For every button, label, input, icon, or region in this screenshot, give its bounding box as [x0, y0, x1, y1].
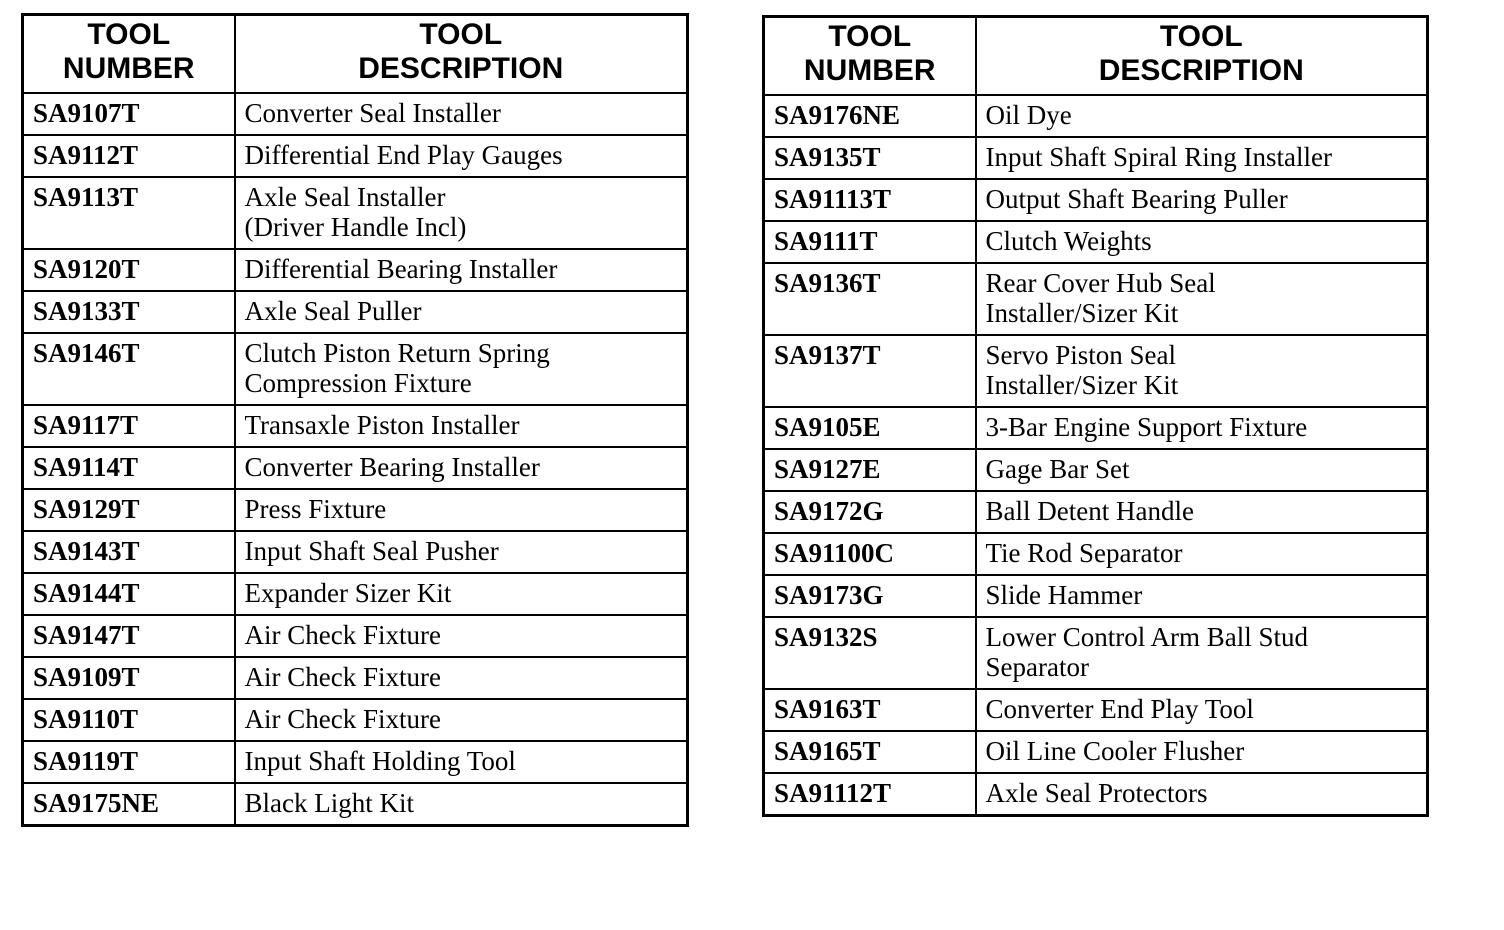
tool-number-cell: SA9117T: [23, 405, 235, 447]
table-row: [23, 93, 688, 135]
tool-description-cell: Expander Sizer Kit: [235, 573, 688, 615]
tool-description-header: TOOL DESCRIPTION: [976, 17, 1428, 96]
tool-number-cell: SA9112T: [23, 135, 235, 177]
table-row: [764, 731, 1428, 773]
tool-description-cell: Oil Line Cooler Flusher: [976, 731, 1428, 773]
tool-description-cell: Air Check Fixture: [235, 615, 688, 657]
tool-number-header: TOOL NUMBER: [23, 15, 235, 94]
table-row: [764, 335, 1428, 407]
tool-description-cell: Differential Bearing Installer: [235, 249, 688, 291]
tool-number-cell: SA9172G: [764, 491, 976, 533]
table-row: [764, 449, 1428, 491]
table-row: [23, 657, 688, 699]
table-row: [764, 263, 1428, 335]
tool-description-cell: Ball Detent Handle: [976, 491, 1428, 533]
tool-number-cell: SA9175NE: [23, 783, 235, 826]
tool-description-cell: Converter Bearing Installer: [235, 447, 688, 489]
table-row: [23, 249, 688, 291]
tool-number-cell: SA9173G: [764, 575, 976, 617]
tool-number-cell: SA9132S: [764, 617, 976, 689]
table-row: [23, 699, 688, 741]
tool-description-cell: Converter Seal Installer: [235, 93, 688, 135]
table-row: [764, 221, 1428, 263]
tool-number-cell: SA9176NE: [764, 95, 976, 137]
tool-description-cell: Servo Piston Seal Installer/Sizer Kit: [976, 335, 1428, 407]
tool-number-cell: SA91112T: [764, 773, 976, 816]
tool-description-cell: Input Shaft Holding Tool: [235, 741, 688, 783]
table-row: [764, 137, 1428, 179]
table-row: [764, 179, 1428, 221]
tool-description-cell: Input Shaft Seal Pusher: [235, 531, 688, 573]
tool-number-cell: SA9107T: [23, 93, 235, 135]
table-row: [23, 615, 688, 657]
tool-description-cell: Axle Seal Puller: [235, 291, 688, 333]
table-row: [23, 573, 688, 615]
tool-number-cell: SA9143T: [23, 531, 235, 573]
tool-description-cell: Transaxle Piston Installer: [235, 405, 688, 447]
table-row: [764, 95, 1428, 137]
table-row: [23, 489, 688, 531]
tool-number-cell: SA9105E: [764, 407, 976, 449]
tool-description-cell: Air Check Fixture: [235, 657, 688, 699]
tool-description-cell: Clutch Weights: [976, 221, 1428, 263]
tool-number-cell: SA9127E: [764, 449, 976, 491]
tool-number-cell: SA9133T: [23, 291, 235, 333]
tool-number-cell: SA9137T: [764, 335, 976, 407]
tool-description-cell: Input Shaft Spiral Ring Installer: [976, 137, 1428, 179]
table-row: [23, 741, 688, 783]
tool-description-cell: Output Shaft Bearing Puller: [976, 179, 1428, 221]
table-row: [764, 617, 1428, 689]
tool-description-cell: Tie Rod Separator: [976, 533, 1428, 575]
table-row: [23, 333, 688, 405]
table-row: [23, 291, 688, 333]
tool-description-cell: Axle Seal Protectors: [976, 773, 1428, 816]
table-row: [23, 405, 688, 447]
tool-number-cell: SA9109T: [23, 657, 235, 699]
table-row: [764, 689, 1428, 731]
tool-description-header: TOOL DESCRIPTION: [235, 15, 688, 94]
table-row: [764, 575, 1428, 617]
tool-number-cell: SA9165T: [764, 731, 976, 773]
tool-number-cell: SA9120T: [23, 249, 235, 291]
tool-number-cell: SA9135T: [764, 137, 976, 179]
tool-number-cell: SA9111T: [764, 221, 976, 263]
tool-number-cell: SA9163T: [764, 689, 976, 731]
tool-number-cell: SA9110T: [23, 699, 235, 741]
right-tool-table: [762, 15, 1429, 817]
tool-description-cell: Slide Hammer: [976, 575, 1428, 617]
table-row: [764, 773, 1428, 816]
tool-description-cell: Axle Seal Installer (Driver Handle Incl): [235, 177, 688, 249]
tool-number-cell: SA9144T: [23, 573, 235, 615]
tool-number-cell: SA9146T: [23, 333, 235, 405]
tool-description-cell: Air Check Fixture: [235, 699, 688, 741]
tool-description-cell: Oil Dye: [976, 95, 1428, 137]
tool-number-cell: SA9119T: [23, 741, 235, 783]
tool-number-cell: SA9114T: [23, 447, 235, 489]
tool-description-cell: Lower Control Arm Ball Stud Separator: [976, 617, 1428, 689]
left-tool-table: [21, 13, 689, 827]
header-row: [23, 15, 688, 94]
table-row: [23, 783, 688, 826]
header-row: [764, 17, 1428, 96]
tool-number-cell: SA9113T: [23, 177, 235, 249]
tool-number-cell: SA9136T: [764, 263, 976, 335]
table-row: [23, 135, 688, 177]
tool-number-cell: SA9129T: [23, 489, 235, 531]
tool-description-cell: Press Fixture: [235, 489, 688, 531]
tool-description-cell: Gage Bar Set: [976, 449, 1428, 491]
table-row: [23, 447, 688, 489]
table-row: [764, 533, 1428, 575]
table-row: [23, 531, 688, 573]
tool-number-cell: SA91100C: [764, 533, 976, 575]
table-row: [764, 491, 1428, 533]
table-row: [23, 177, 688, 249]
tool-description-cell: Differential End Play Gauges: [235, 135, 688, 177]
table-row: [764, 407, 1428, 449]
tool-number-cell: SA91113T: [764, 179, 976, 221]
tool-description-cell: Rear Cover Hub Seal Installer/Sizer Kit: [976, 263, 1428, 335]
tool-number-cell: SA9147T: [23, 615, 235, 657]
tool-description-cell: 3-Bar Engine Support Fixture: [976, 407, 1428, 449]
tool-description-cell: Black Light Kit: [235, 783, 688, 826]
tool-number-header: TOOL NUMBER: [764, 17, 976, 96]
tool-description-cell: Clutch Piston Return Spring Compression Fixture: [235, 333, 688, 405]
tool-description-cell: Converter End Play Tool: [976, 689, 1428, 731]
